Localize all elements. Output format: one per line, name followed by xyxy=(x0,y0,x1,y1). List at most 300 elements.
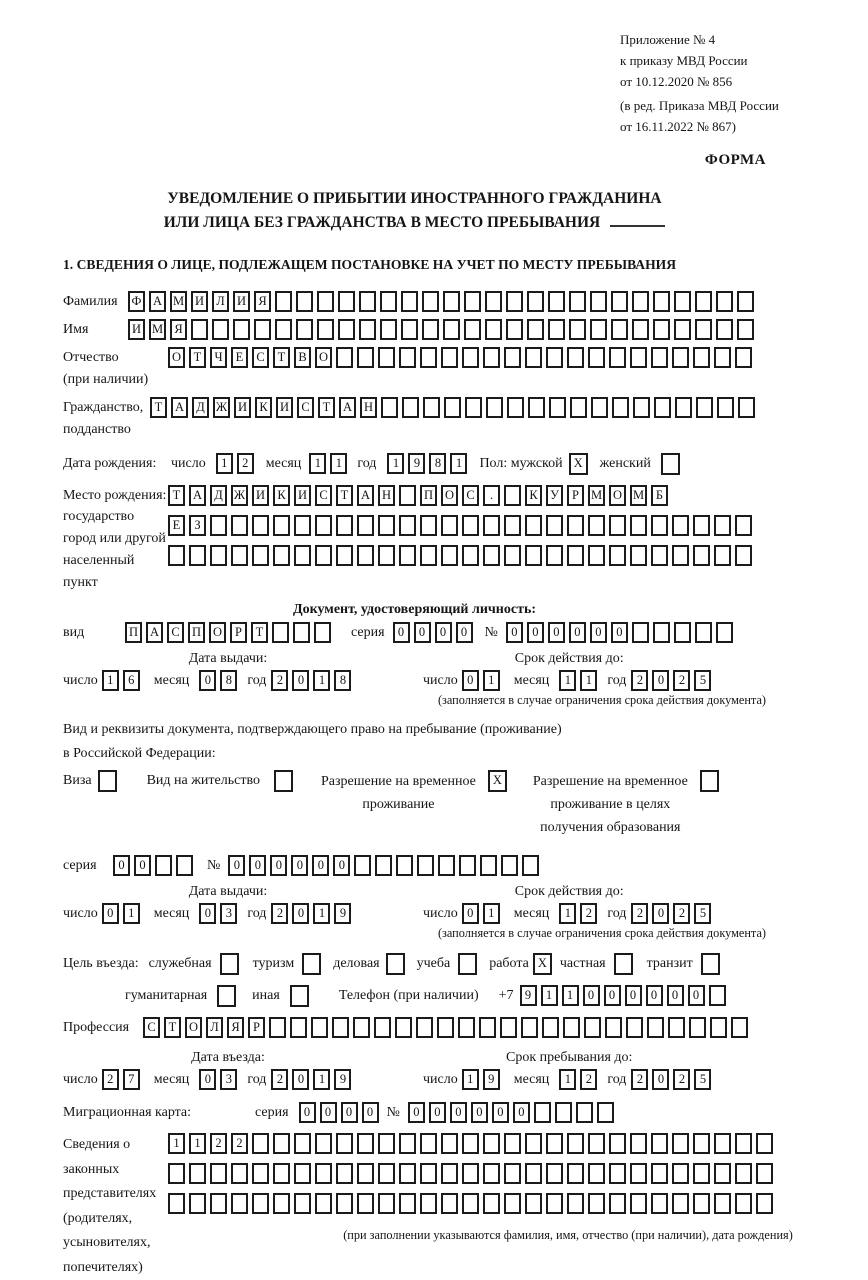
surname-boxes[interactable] xyxy=(128,291,758,312)
char-box[interactable] xyxy=(438,855,455,876)
char-box[interactable] xyxy=(630,515,647,536)
char-box[interactable] xyxy=(464,291,481,312)
char-box[interactable]: 0 xyxy=(113,855,130,876)
char-box[interactable] xyxy=(504,1133,521,1154)
char-box[interactable] xyxy=(441,1133,458,1154)
char-box[interactable] xyxy=(231,1193,248,1214)
char-box[interactable] xyxy=(738,397,755,418)
char-box[interactable]: 2 xyxy=(631,1069,648,1090)
char-box[interactable] xyxy=(714,1163,731,1184)
char-box[interactable]: П xyxy=(125,622,142,643)
char-box[interactable] xyxy=(315,1133,332,1154)
purpose-other-checkbox[interactable] xyxy=(290,985,313,1007)
char-box[interactable]: 0 xyxy=(199,670,216,691)
char-box[interactable]: 0 xyxy=(462,670,479,691)
char-box[interactable] xyxy=(444,397,461,418)
char-box[interactable] xyxy=(402,397,419,418)
char-box[interactable] xyxy=(420,545,437,566)
char-box[interactable] xyxy=(632,291,649,312)
char-box[interactable]: М xyxy=(630,485,647,506)
char-box[interactable] xyxy=(567,515,584,536)
char-box[interactable] xyxy=(357,1193,374,1214)
char-box[interactable]: А xyxy=(339,397,356,418)
char-box[interactable]: Ж xyxy=(231,485,248,506)
residence-valid-year-boxes[interactable] xyxy=(631,903,715,924)
char-box[interactable] xyxy=(548,319,565,340)
char-box[interactable] xyxy=(542,1017,559,1038)
char-box[interactable] xyxy=(588,347,605,368)
char-box[interactable] xyxy=(273,1163,290,1184)
char-box[interactable] xyxy=(290,985,309,1007)
char-box[interactable] xyxy=(630,1193,647,1214)
char-box[interactable]: 2 xyxy=(673,1069,690,1090)
char-box[interactable] xyxy=(465,397,482,418)
char-box[interactable]: С xyxy=(252,347,269,368)
char-box[interactable] xyxy=(483,1163,500,1184)
char-box[interactable] xyxy=(701,953,720,975)
char-box[interactable] xyxy=(380,319,397,340)
char-box[interactable]: О xyxy=(168,347,185,368)
char-box[interactable] xyxy=(735,347,752,368)
char-box[interactable]: Я xyxy=(170,319,187,340)
char-box[interactable] xyxy=(315,1193,332,1214)
char-box[interactable]: 2 xyxy=(102,1069,119,1090)
char-box[interactable] xyxy=(357,545,374,566)
char-box[interactable] xyxy=(210,545,227,566)
char-box[interactable]: М xyxy=(588,485,605,506)
char-box[interactable] xyxy=(458,953,477,975)
char-box[interactable]: О xyxy=(209,622,226,643)
char-box[interactable] xyxy=(693,1163,710,1184)
char-box[interactable] xyxy=(668,1017,685,1038)
mc-series-boxes[interactable] xyxy=(299,1102,383,1123)
residence-issue-month-boxes[interactable] xyxy=(199,903,241,924)
char-box[interactable] xyxy=(420,1163,437,1184)
char-box[interactable] xyxy=(302,953,321,975)
char-box[interactable]: 5 xyxy=(694,1069,711,1090)
char-box[interactable] xyxy=(458,1017,475,1038)
char-box[interactable] xyxy=(630,1163,647,1184)
entry-month-boxes[interactable] xyxy=(199,1069,241,1090)
char-box[interactable]: Ф xyxy=(128,291,145,312)
char-box[interactable] xyxy=(480,855,497,876)
char-box[interactable] xyxy=(672,515,689,536)
entry-year-boxes[interactable] xyxy=(271,1069,355,1090)
char-box[interactable] xyxy=(314,622,331,643)
char-box[interactable]: 0 xyxy=(429,1102,446,1123)
char-box[interactable]: И xyxy=(191,291,208,312)
char-box[interactable] xyxy=(399,1193,416,1214)
char-box[interactable]: О xyxy=(441,485,458,506)
char-box[interactable] xyxy=(420,347,437,368)
residence-series-boxes[interactable] xyxy=(113,855,197,876)
char-box[interactable]: Т xyxy=(336,485,353,506)
char-box[interactable] xyxy=(714,515,731,536)
char-box[interactable] xyxy=(654,397,671,418)
char-box[interactable]: К xyxy=(255,397,272,418)
char-box[interactable] xyxy=(570,397,587,418)
char-box[interactable] xyxy=(630,1133,647,1154)
char-box[interactable] xyxy=(525,515,542,536)
char-box[interactable]: 1 xyxy=(123,903,140,924)
char-box[interactable] xyxy=(294,545,311,566)
char-box[interactable]: 6 xyxy=(123,670,140,691)
doc-issue-year-boxes[interactable] xyxy=(271,670,355,691)
representatives-boxes-row2[interactable] xyxy=(168,1163,868,1184)
char-box[interactable]: 1 xyxy=(330,453,347,474)
birth-month-boxes[interactable] xyxy=(309,453,351,474)
char-box[interactable] xyxy=(459,855,476,876)
birth-place-boxes-row2[interactable] xyxy=(168,515,756,536)
char-box[interactable] xyxy=(315,1163,332,1184)
char-box[interactable] xyxy=(437,1017,454,1038)
char-box[interactable] xyxy=(735,545,752,566)
char-box[interactable] xyxy=(609,1163,626,1184)
char-box[interactable] xyxy=(443,319,460,340)
char-box[interactable] xyxy=(378,515,395,536)
char-box[interactable] xyxy=(381,397,398,418)
char-box[interactable] xyxy=(546,545,563,566)
char-box[interactable] xyxy=(569,291,586,312)
char-box[interactable]: О xyxy=(609,485,626,506)
char-box[interactable] xyxy=(630,545,647,566)
char-box[interactable] xyxy=(672,545,689,566)
char-box[interactable]: 0 xyxy=(450,1102,467,1123)
char-box[interactable] xyxy=(168,1163,185,1184)
char-box[interactable] xyxy=(756,1163,773,1184)
char-box[interactable] xyxy=(401,291,418,312)
char-box[interactable] xyxy=(332,1017,349,1038)
char-box[interactable] xyxy=(269,1017,286,1038)
char-box[interactable] xyxy=(504,515,521,536)
char-box[interactable] xyxy=(231,1163,248,1184)
char-box[interactable] xyxy=(588,1163,605,1184)
char-box[interactable]: Д xyxy=(210,485,227,506)
char-box[interactable]: 0 xyxy=(414,622,431,643)
char-box[interactable] xyxy=(714,1133,731,1154)
char-box[interactable] xyxy=(525,1163,542,1184)
char-box[interactable] xyxy=(315,515,332,536)
char-box[interactable] xyxy=(525,347,542,368)
char-box[interactable]: X xyxy=(533,953,552,975)
char-box[interactable] xyxy=(651,545,668,566)
char-box[interactable] xyxy=(336,515,353,536)
char-box[interactable] xyxy=(441,347,458,368)
char-box[interactable] xyxy=(315,545,332,566)
char-box[interactable] xyxy=(210,1193,227,1214)
char-box[interactable]: Т xyxy=(273,347,290,368)
residence-issue-day-boxes[interactable] xyxy=(102,903,144,924)
char-box[interactable] xyxy=(353,1017,370,1038)
char-box[interactable]: Я xyxy=(227,1017,244,1038)
char-box[interactable] xyxy=(672,1133,689,1154)
char-box[interactable] xyxy=(272,622,289,643)
char-box[interactable]: 1 xyxy=(580,670,597,691)
char-box[interactable]: 0 xyxy=(228,855,245,876)
char-box[interactable]: . xyxy=(483,485,500,506)
char-box[interactable] xyxy=(504,545,521,566)
char-box[interactable] xyxy=(672,347,689,368)
char-box[interactable]: 1 xyxy=(189,1133,206,1154)
char-box[interactable] xyxy=(396,855,413,876)
char-box[interactable]: 9 xyxy=(483,1069,500,1090)
char-box[interactable]: И xyxy=(252,485,269,506)
char-box[interactable]: Р xyxy=(248,1017,265,1038)
doc-number-boxes[interactable] xyxy=(506,622,737,643)
char-box[interactable] xyxy=(189,1193,206,1214)
char-box[interactable]: Д xyxy=(192,397,209,418)
char-box[interactable] xyxy=(423,397,440,418)
char-box[interactable] xyxy=(231,545,248,566)
char-box[interactable]: А xyxy=(189,485,206,506)
char-box[interactable] xyxy=(217,985,236,1007)
char-box[interactable] xyxy=(714,347,731,368)
char-box[interactable]: 0 xyxy=(291,855,308,876)
char-box[interactable] xyxy=(647,1017,664,1038)
char-box[interactable]: 1 xyxy=(483,903,500,924)
char-box[interactable] xyxy=(189,1163,206,1184)
char-box[interactable]: Т xyxy=(189,347,206,368)
doc-type-boxes[interactable] xyxy=(125,622,335,643)
char-box[interactable] xyxy=(378,1133,395,1154)
char-box[interactable] xyxy=(674,319,691,340)
char-box[interactable] xyxy=(737,319,754,340)
char-box[interactable] xyxy=(420,1133,437,1154)
purpose-study-checkbox[interactable] xyxy=(458,953,481,975)
char-box[interactable] xyxy=(357,1163,374,1184)
char-box[interactable] xyxy=(504,1193,521,1214)
char-box[interactable] xyxy=(296,291,313,312)
char-box[interactable]: 0 xyxy=(506,622,523,643)
char-box[interactable] xyxy=(528,397,545,418)
char-box[interactable]: С xyxy=(315,485,332,506)
char-box[interactable] xyxy=(420,515,437,536)
char-box[interactable]: 0 xyxy=(312,855,329,876)
char-box[interactable] xyxy=(525,1133,542,1154)
char-box[interactable] xyxy=(525,545,542,566)
char-box[interactable]: 2 xyxy=(271,903,288,924)
char-box[interactable] xyxy=(294,1193,311,1214)
char-box[interactable] xyxy=(441,1163,458,1184)
char-box[interactable] xyxy=(735,1163,752,1184)
char-box[interactable] xyxy=(155,855,172,876)
char-box[interactable]: 9 xyxy=(334,903,351,924)
char-box[interactable] xyxy=(378,1163,395,1184)
birth-place-boxes-row3[interactable] xyxy=(168,545,756,566)
char-box[interactable] xyxy=(191,319,208,340)
citizenship-boxes[interactable] xyxy=(150,397,759,418)
char-box[interactable] xyxy=(294,1133,311,1154)
char-box[interactable]: А xyxy=(146,622,163,643)
char-box[interactable]: М xyxy=(149,319,166,340)
profession-boxes[interactable] xyxy=(143,1017,752,1038)
char-box[interactable]: 0 xyxy=(199,1069,216,1090)
char-box[interactable]: 0 xyxy=(604,985,621,1006)
char-box[interactable]: Т xyxy=(318,397,335,418)
char-box[interactable] xyxy=(401,319,418,340)
char-box[interactable] xyxy=(693,515,710,536)
char-box[interactable] xyxy=(555,1102,572,1123)
char-box[interactable]: 1 xyxy=(559,903,576,924)
char-box[interactable] xyxy=(507,397,524,418)
char-box[interactable] xyxy=(296,319,313,340)
char-box[interactable]: 0 xyxy=(102,903,119,924)
char-box[interactable]: 1 xyxy=(313,670,330,691)
char-box[interactable] xyxy=(176,855,193,876)
char-box[interactable]: О xyxy=(185,1017,202,1038)
char-box[interactable]: 0 xyxy=(393,622,410,643)
male-checkbox[interactable] xyxy=(569,453,592,475)
char-box[interactable] xyxy=(399,515,416,536)
char-box[interactable] xyxy=(651,1163,668,1184)
char-box[interactable] xyxy=(653,319,670,340)
char-box[interactable] xyxy=(588,1133,605,1154)
char-box[interactable] xyxy=(714,545,731,566)
char-box[interactable] xyxy=(375,855,392,876)
char-box[interactable] xyxy=(611,319,628,340)
char-box[interactable] xyxy=(483,1193,500,1214)
doc-issue-day-boxes[interactable] xyxy=(102,670,144,691)
char-box[interactable] xyxy=(483,545,500,566)
char-box[interactable] xyxy=(609,1133,626,1154)
char-box[interactable]: Н xyxy=(378,485,395,506)
char-box[interactable] xyxy=(210,515,227,536)
char-box[interactable] xyxy=(612,397,629,418)
char-box[interactable] xyxy=(731,1017,748,1038)
char-box[interactable]: 5 xyxy=(694,903,711,924)
char-box[interactable]: 0 xyxy=(320,1102,337,1123)
char-box[interactable]: 0 xyxy=(249,855,266,876)
char-box[interactable] xyxy=(380,291,397,312)
char-box[interactable] xyxy=(609,347,626,368)
birth-place-boxes-row1[interactable] xyxy=(168,485,756,506)
char-box[interactable] xyxy=(336,545,353,566)
char-box[interactable]: 9 xyxy=(408,453,425,474)
phone-boxes[interactable] xyxy=(520,985,730,1006)
char-box[interactable]: Н xyxy=(360,397,377,418)
char-box[interactable]: А xyxy=(357,485,374,506)
char-box[interactable]: 2 xyxy=(210,1133,227,1154)
char-box[interactable] xyxy=(483,1133,500,1154)
char-box[interactable]: Ж xyxy=(213,397,230,418)
char-box[interactable] xyxy=(735,515,752,536)
char-box[interactable] xyxy=(399,545,416,566)
char-box[interactable] xyxy=(695,319,712,340)
char-box[interactable] xyxy=(273,545,290,566)
char-box[interactable] xyxy=(501,855,518,876)
char-box[interactable]: 1 xyxy=(387,453,404,474)
char-box[interactable] xyxy=(546,515,563,536)
residence-permit-checkbox[interactable] xyxy=(274,770,297,792)
char-box[interactable] xyxy=(588,515,605,536)
char-box[interactable]: 0 xyxy=(471,1102,488,1123)
char-box[interactable]: 0 xyxy=(292,903,309,924)
char-box[interactable] xyxy=(672,1193,689,1214)
char-box[interactable] xyxy=(311,1017,328,1038)
char-box[interactable]: Р xyxy=(567,485,584,506)
char-box[interactable]: 0 xyxy=(341,1102,358,1123)
char-box[interactable] xyxy=(462,1193,479,1214)
char-box[interactable] xyxy=(233,319,250,340)
char-box[interactable] xyxy=(563,1017,580,1038)
char-box[interactable] xyxy=(441,515,458,536)
char-box[interactable]: 0 xyxy=(513,1102,530,1123)
char-box[interactable]: К xyxy=(525,485,542,506)
char-box[interactable]: 0 xyxy=(292,1069,309,1090)
char-box[interactable] xyxy=(420,1193,437,1214)
char-box[interactable] xyxy=(252,515,269,536)
char-box[interactable]: 0 xyxy=(299,1102,316,1123)
char-box[interactable] xyxy=(506,291,523,312)
char-box[interactable]: 0 xyxy=(527,622,544,643)
char-box[interactable] xyxy=(626,1017,643,1038)
char-box[interactable] xyxy=(338,319,355,340)
char-box[interactable] xyxy=(378,1193,395,1214)
char-box[interactable]: 0 xyxy=(611,622,628,643)
char-box[interactable]: 0 xyxy=(270,855,287,876)
char-box[interactable] xyxy=(275,291,292,312)
char-box[interactable] xyxy=(210,1163,227,1184)
char-box[interactable]: 2 xyxy=(580,1069,597,1090)
char-box[interactable]: 0 xyxy=(548,622,565,643)
char-box[interactable] xyxy=(357,1133,374,1154)
char-box[interactable] xyxy=(546,1193,563,1214)
char-box[interactable] xyxy=(689,1017,706,1038)
char-box[interactable] xyxy=(590,319,607,340)
char-box[interactable] xyxy=(290,1017,307,1038)
char-box[interactable] xyxy=(220,953,239,975)
char-box[interactable] xyxy=(506,319,523,340)
char-box[interactable]: 0 xyxy=(652,670,669,691)
char-box[interactable] xyxy=(661,453,680,475)
char-box[interactable] xyxy=(399,347,416,368)
char-box[interactable] xyxy=(653,291,670,312)
residence-valid-month-boxes[interactable] xyxy=(559,903,601,924)
char-box[interactable]: 2 xyxy=(271,1069,288,1090)
char-box[interactable] xyxy=(525,1193,542,1214)
char-box[interactable]: 0 xyxy=(652,1069,669,1090)
char-box[interactable] xyxy=(252,1193,269,1214)
char-box[interactable]: В xyxy=(294,347,311,368)
char-box[interactable]: Л xyxy=(212,291,229,312)
char-box[interactable] xyxy=(399,1133,416,1154)
char-box[interactable]: 2 xyxy=(631,903,648,924)
char-box[interactable] xyxy=(756,1133,773,1154)
char-box[interactable]: С xyxy=(462,485,479,506)
char-box[interactable]: А xyxy=(149,291,166,312)
char-box[interactable]: 0 xyxy=(333,855,350,876)
char-box[interactable] xyxy=(273,1133,290,1154)
char-box[interactable] xyxy=(521,1017,538,1038)
char-box[interactable] xyxy=(693,1193,710,1214)
char-box[interactable]: 0 xyxy=(134,855,151,876)
char-box[interactable]: 0 xyxy=(583,985,600,1006)
char-box[interactable] xyxy=(399,1163,416,1184)
char-box[interactable] xyxy=(378,347,395,368)
char-box[interactable]: Т xyxy=(150,397,167,418)
char-box[interactable]: А xyxy=(171,397,188,418)
char-box[interactable] xyxy=(399,485,416,506)
char-box[interactable]: 1 xyxy=(313,1069,330,1090)
temp-permit-checkbox[interactable] xyxy=(488,770,511,792)
char-box[interactable]: 3 xyxy=(220,1069,237,1090)
char-box[interactable] xyxy=(597,1102,614,1123)
char-box[interactable]: 2 xyxy=(631,670,648,691)
char-box[interactable] xyxy=(672,1163,689,1184)
char-box[interactable] xyxy=(609,1193,626,1214)
char-box[interactable] xyxy=(422,319,439,340)
char-box[interactable] xyxy=(422,291,439,312)
